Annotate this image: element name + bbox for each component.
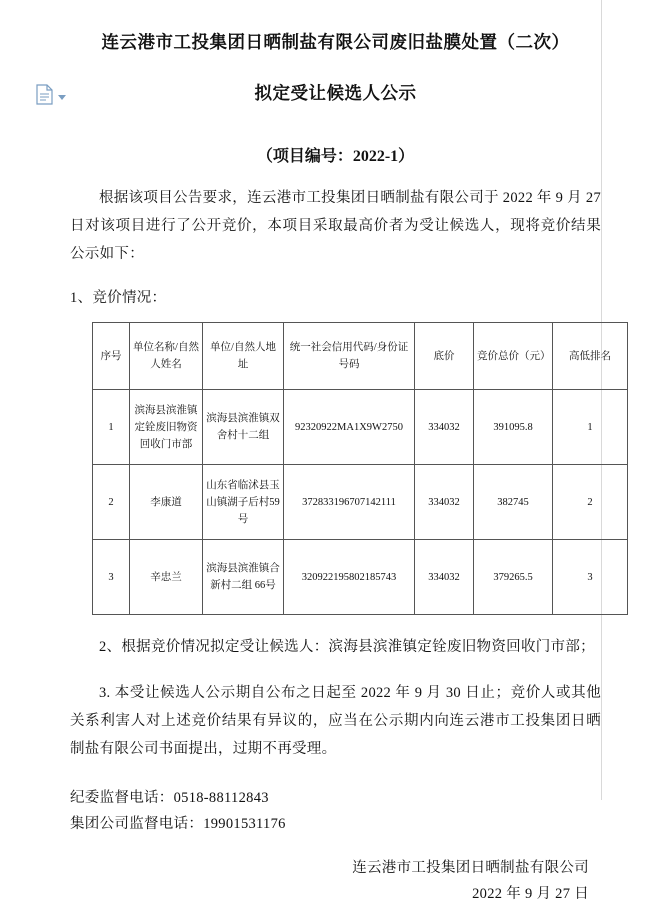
cell-address: 滨海县滨淮镇双舍村十二组 — [203, 390, 284, 465]
page-title-line-1: 连云港市工投集团日晒制盐有限公司废旧盐膜处置（二次） — [101, 32, 570, 52]
cell-rank: 3 — [553, 540, 628, 615]
table-row — [93, 465, 628, 540]
cell-total: 379265.5 — [474, 540, 553, 615]
signature-date: 2022 年 9 月 27 日 — [472, 886, 589, 902]
cell-id: 320922195802185743 — [284, 540, 415, 615]
cell-name: 李康道 — [130, 465, 203, 540]
chevron-down-icon[interactable] — [58, 95, 66, 100]
cell-seq: 2 — [93, 465, 130, 540]
cell-total: 391095.8 — [474, 390, 553, 465]
document-outline-icon[interactable] — [36, 84, 53, 105]
cell-bond: 334032 — [415, 540, 474, 615]
document-page — [70, 0, 611, 902]
page-title-line-2: 拟定受让候选人公示 — [254, 82, 417, 103]
signature-company: 连云港市工投集团日晒制盐有限公司 — [352, 860, 589, 876]
cell-name: 滨海县滨淮镇定铨废旧物资回收门市部 — [130, 390, 203, 465]
cell-rank: 1 — [553, 390, 628, 465]
column-header-rank: 高低排名 — [553, 323, 628, 390]
column-header-bond: 底价 — [415, 323, 474, 390]
bid-result-table — [92, 322, 628, 615]
section-2-paragraph: 2、根据竞价情况拟定受让候选人：滨海县滨淮镇定铨废旧物资回收门市部； — [99, 639, 595, 655]
left-gutter — [0, 0, 70, 876]
table-row — [93, 540, 628, 615]
cell-seq: 1 — [93, 390, 130, 465]
column-header-seq: 序号 — [93, 323, 130, 390]
section-1-label: 1、竞价情况： — [70, 290, 167, 306]
project-number: （项目编号：2022-1） — [256, 148, 415, 165]
cell-seq: 3 — [93, 540, 130, 615]
table-row — [93, 390, 628, 465]
cell-address: 滨海县滨淮镇合新村二组 66号 — [203, 540, 284, 615]
cell-address: 山东省临沭县玉山镇湖子后村59 号 — [203, 465, 284, 540]
section-3-paragraph: 3. 本受让候选人公示期自公布之日起至 2022 年 9 月 30 日止；竞价人或其他关系利害人对上述竞价结果有异议的，应当在公示期内向连云港市工投集团日晒制盐有限公司书面提出，过期不再受理。 — [70, 685, 601, 757]
discipline-phone: 纪委监督电话：0518-88112843 — [70, 790, 269, 806]
column-header-id: 统一社会信用代码/身份证号码 — [284, 323, 415, 390]
cell-id: 92320922MA1X9W2750 — [284, 390, 415, 465]
cell-id: 372833196707142111 — [284, 465, 415, 540]
cell-name: 辛忠兰 — [130, 540, 203, 615]
intro-paragraph: 根据该项目公告要求，连云港市工投集团日晒制盐有限公司于 2022 年 9 月 27 日对该项目进行了公开竞价，本项目采取最高价者为受让候选人，现将竞价结果公示如下： — [70, 190, 601, 262]
cell-bond: 334032 — [415, 390, 474, 465]
group-phone: 集团公司监督电话：19901531176 — [70, 816, 286, 832]
column-header-total: 竞价总价（元） — [474, 323, 553, 390]
column-header-name: 单位名称/自然人姓名 — [130, 323, 203, 390]
cell-rank: 2 — [553, 465, 628, 540]
table-header-row — [93, 323, 628, 390]
cell-total: 382745 — [474, 465, 553, 540]
column-header-address: 单位/自然人地址 — [203, 323, 284, 390]
cell-bond: 334032 — [415, 465, 474, 540]
